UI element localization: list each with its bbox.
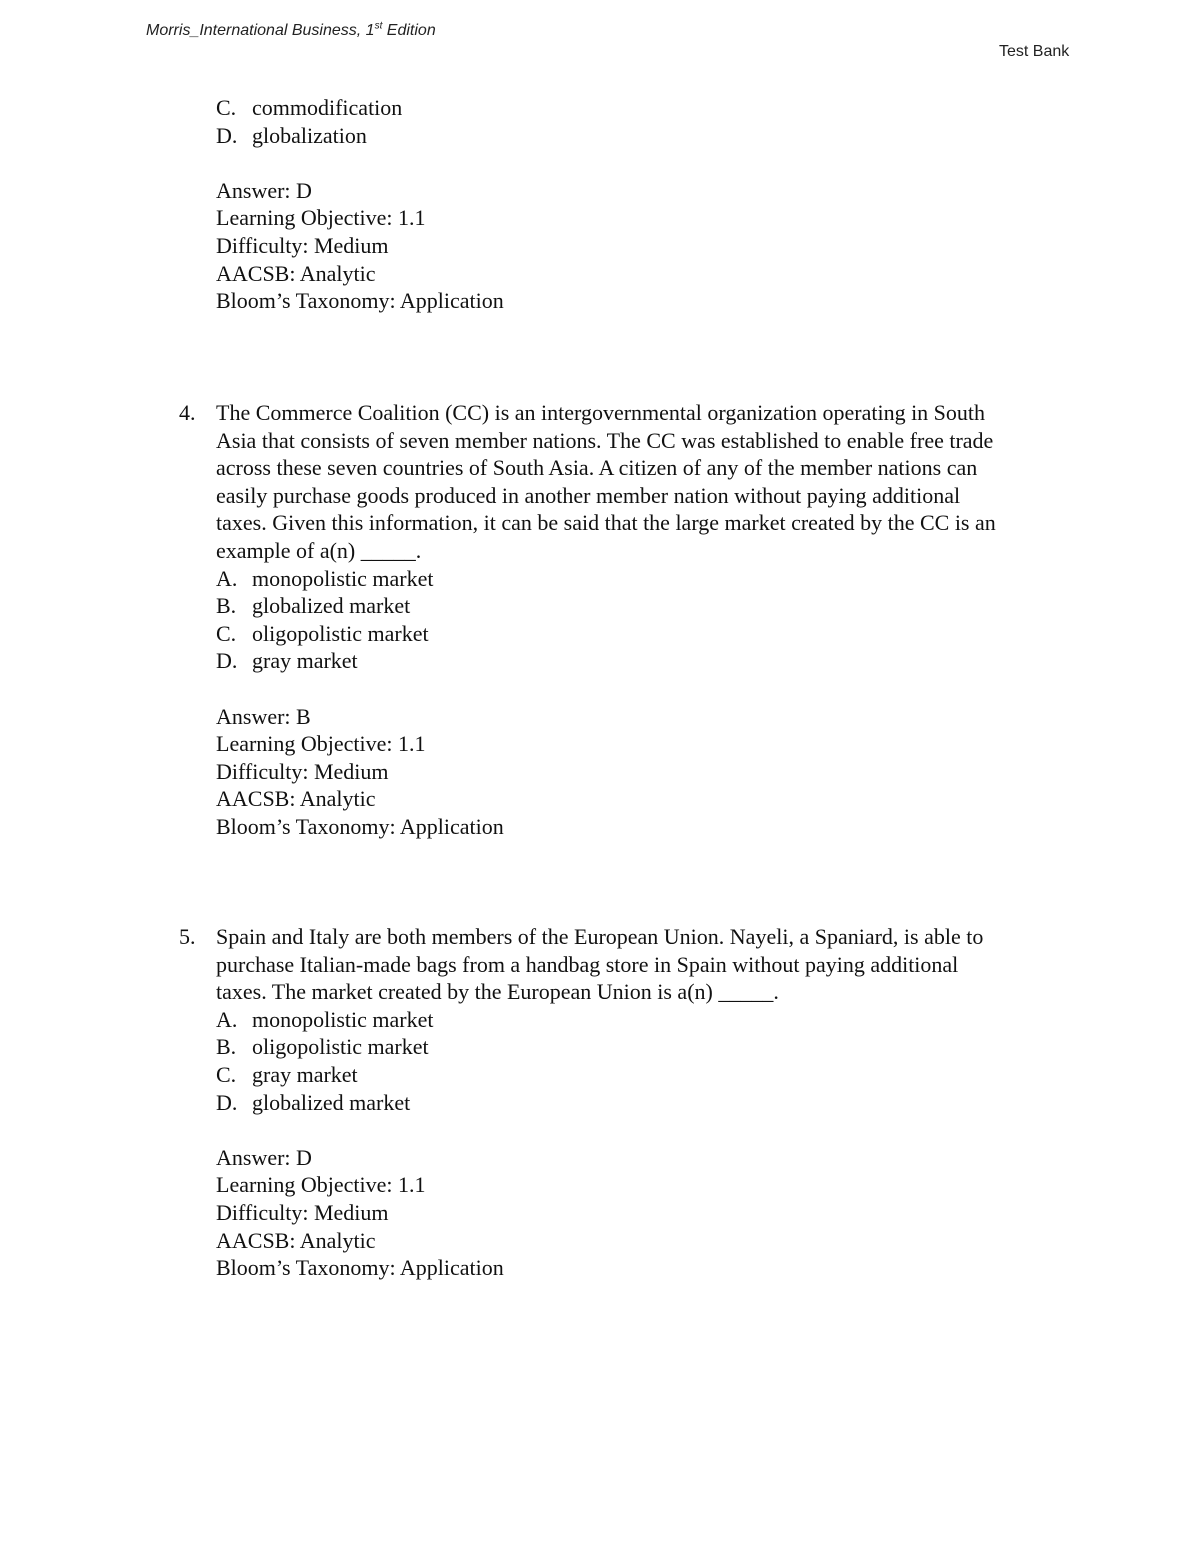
option-b [216, 592, 1096, 620]
option-text: oligopolistic market [252, 1034, 429, 1060]
header-title-suffix: Edition [382, 22, 436, 39]
option-text: commodification [252, 95, 403, 120]
option-letter: A. [216, 565, 238, 591]
question-5 [179, 923, 1096, 1282]
option-letter: C. [216, 620, 237, 646]
option-text: globalized market [252, 593, 411, 619]
learning-objective-line: Learning Objective: 1.1 [216, 731, 426, 757]
option-text: gray market [252, 648, 358, 674]
option-d [216, 1089, 1096, 1117]
option-c [216, 1061, 1096, 1089]
question-text-line: purchase Italian-made bags from a handbag store in Spain without paying additional [216, 951, 959, 977]
answer-line: Answer: D [216, 177, 312, 203]
option-letter: D. [216, 122, 238, 148]
difficulty-line: Difficulty: Medium [216, 232, 389, 258]
option-letter: C. [216, 1061, 237, 1087]
question-text-line: across these seven countries of South Asia. A citizen of any of the member nations can [216, 455, 978, 481]
option-letter: B. [216, 593, 237, 619]
question-text-line: taxes. The market created by the European Union is a(n) _____. [216, 979, 779, 1005]
option-text: monopolistic market [252, 565, 434, 591]
answer-line: Answer: D [216, 1144, 312, 1170]
question-text-line: The Commerce Coalition (CC) is an intergovernmental organization operating in South [216, 400, 986, 425]
header-title-superscript: st [374, 20, 383, 32]
blooms-taxonomy-line: Bloom’s Taxonomy: Application [216, 813, 504, 839]
document-header-label: Test Bank [999, 43, 1070, 60]
header-title-text: Morris_International Business, 1 [146, 22, 375, 39]
option-letter: A. [216, 1006, 238, 1032]
spacer [216, 1116, 1096, 1144]
option-a [216, 565, 1096, 593]
question-text-line: Asia that consists of seven member nations. The CC was established to enable free trade [216, 427, 994, 453]
aacsb-line: AACSB: Analytic [216, 1227, 376, 1253]
option-d [216, 122, 1096, 150]
question-number: 4. [179, 400, 196, 425]
previous-question [216, 94, 1096, 315]
option-c [216, 620, 1096, 648]
option-b [216, 1033, 1096, 1061]
option-d [216, 647, 1096, 675]
question-text-line: taxes. Given this information, it can be said that the large market created by the CC is an [216, 510, 996, 536]
option-text: globalization [252, 122, 367, 148]
option-text: monopolistic market [252, 1006, 434, 1032]
learning-objective-line: Learning Objective: 1.1 [216, 1172, 426, 1198]
option-text: oligopolistic market [252, 620, 429, 646]
blooms-taxonomy-line: Bloom’s Taxonomy: Application [216, 288, 504, 314]
question-number: 5. [179, 924, 196, 949]
document-header-title [146, 22, 436, 40]
option-letter: C. [216, 95, 237, 120]
question-text-line: Spain and Italy are both members of the European Union. Nayeli, a Spaniard, is able to [216, 924, 984, 949]
difficulty-line: Difficulty: Medium [216, 758, 389, 784]
aacsb-line: AACSB: Analytic [216, 260, 376, 286]
learning-objective-line: Learning Objective: 1.1 [216, 205, 426, 231]
blooms-taxonomy-line: Bloom’s Taxonomy: Application [216, 1255, 504, 1281]
option-text: globalized market [252, 1089, 411, 1115]
answer-line: Answer: B [216, 703, 311, 729]
question-4 [179, 399, 1096, 841]
option-letter: D. [216, 648, 238, 674]
question-text-line: example of a(n) _____. [216, 537, 422, 563]
option-letter: B. [216, 1034, 237, 1060]
difficulty-line: Difficulty: Medium [216, 1199, 389, 1225]
option-a [216, 1006, 1096, 1034]
aacsb-line: AACSB: Analytic [216, 786, 376, 812]
spacer [216, 149, 1096, 177]
option-text: gray market [252, 1061, 358, 1087]
option-c [216, 94, 1096, 122]
question-text-line: easily purchase goods produced in another member nation without paying additional [216, 482, 961, 508]
spacer [216, 675, 1096, 703]
option-letter: D. [216, 1089, 238, 1115]
